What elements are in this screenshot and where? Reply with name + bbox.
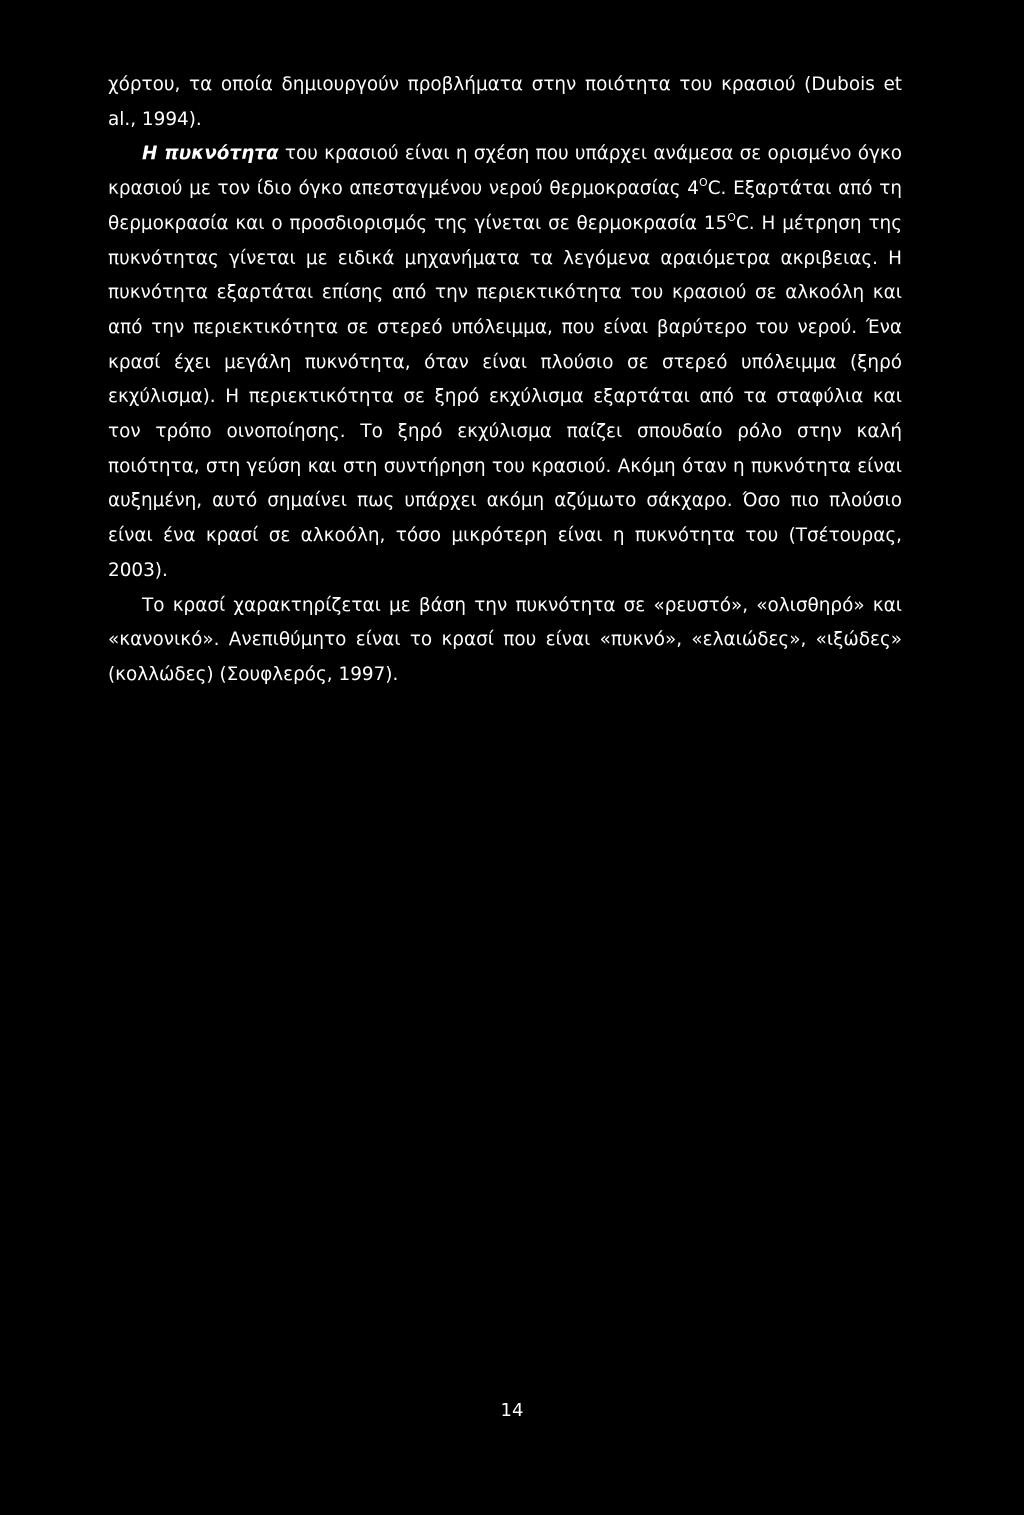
degree-superscript: O — [699, 175, 708, 189]
paragraph-continuation: χόρτου, τα οποία δημιουργούν προβλήματα στην ποιότητα του κρασιού (Dubois et al., 1994). — [108, 74, 902, 130]
paragraph-density-definition — [108, 137, 902, 588]
term-density: Η πυκνότητα — [142, 143, 279, 165]
paragraph-wine-classification: Το κρασί χαρακτηρίζεται με βάση την πυκνότητα σε «ρευστό», «ολισθηρό» και «κανονικό». Ανεπιθύμητο είναι το κρασί που είναι «πυκνό», «ελαιώδες», «ιξώδες» (κολλώδες) (Σουφλερός, 1997). — [108, 594, 902, 685]
paragraph-text-part-1: του κρασιού είναι η σχέση που υπάρχει ανάμεσα σε ορισμένο όγκο κρασιού με τον ίδιο όγκο απεσταγμένου νερού θερμοκρασίας 4 — [108, 143, 902, 200]
page-number: 14 — [500, 1400, 524, 1421]
degree-superscript: O — [727, 210, 736, 224]
paragraph-text-part-3: C. Η μέτρηση της πυκνότητας γίνεται με ειδικά μηχανήματα τα λεγόμενα αραιόμετρα ακριβειας. Η πυκνότητα εξαρτάται επίσης από την περιεκτικότητα του κρασιού σε αλκοόλη και από την περιεκτικότητα σε στερεό υπόλειμμα, που είναι βαρύτερο του νερού. Ένα κρασί έχει μεγάλη πυκνότητα, όταν είναι πλούσιο σε στερεό υπόλειμμα (ξηρό εκχύλισμα). Η περιεκτικότητα σε ξηρό εκχύλισμα εξαρτάται από τα σταφύλια και τον τρόπο οινοποίησης. Το ξηρό εκχύλισμα παίζει σπουδαίο ρόλο στην καλή ποιότητα, στη γεύση και στη συντήρηση του κρασιού. Ακόμη όταν η πυκνότητα είναι αυξημένη, αυτό σημαίνει πως υπάρχει ακόμη αζύμωτο σάκχαρο. Όσο πιο πλούσιο είναι ένα κρασί σε αλκοόλη, τόσο μικρότερη είναι η πυκνότητα του (Τσέτουρας, 2003). — [108, 212, 902, 581]
body-text — [108, 68, 902, 693]
paragraph-text-part-2: C. Εξαρτάται από τη θερμοκρασία και ο προσδιορισμός της γίνεται σε θερμοκρασία 15 — [108, 178, 902, 234]
